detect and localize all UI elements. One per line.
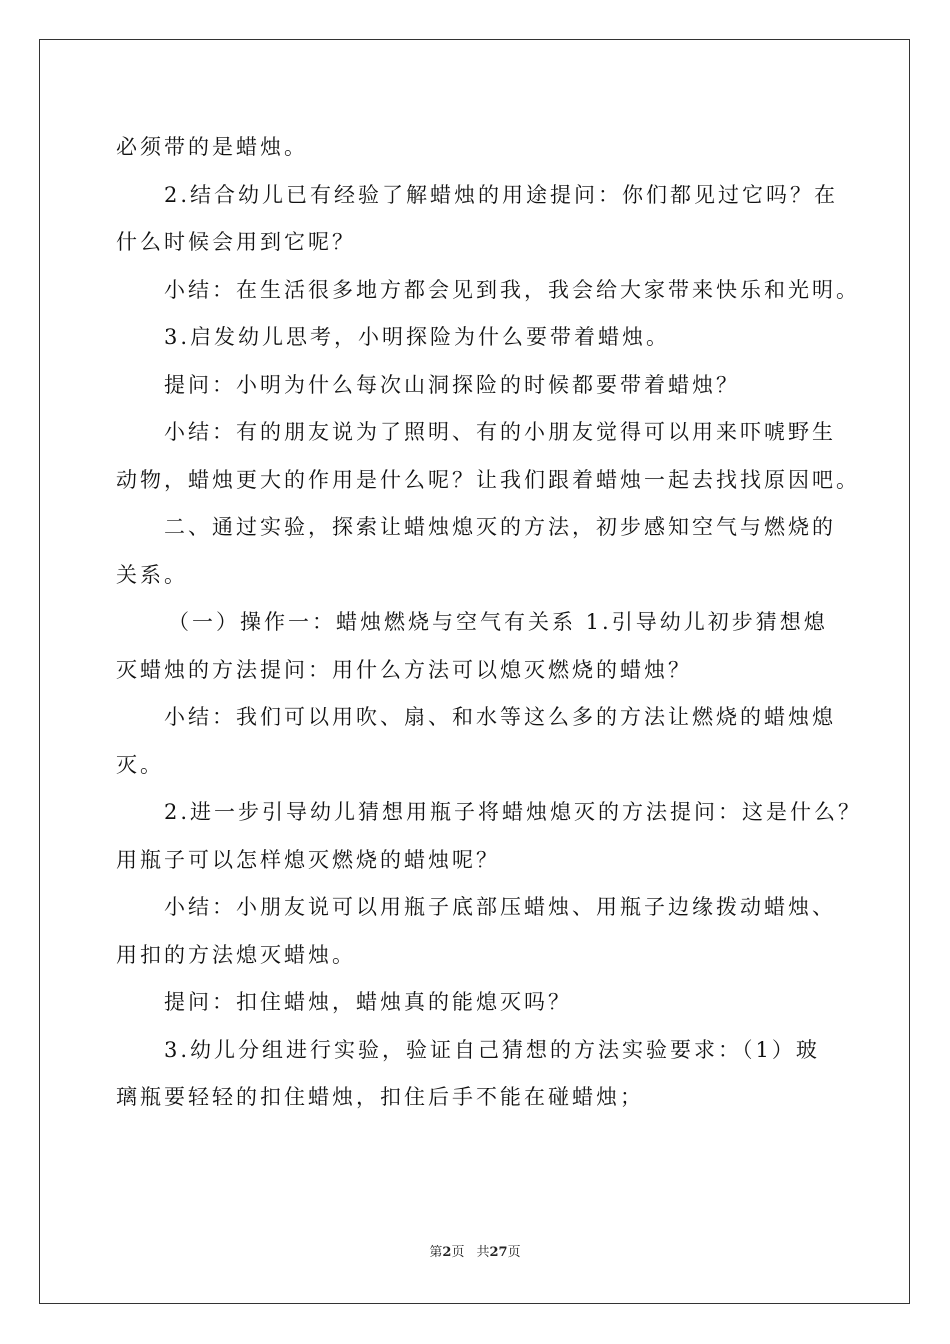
text-line: 小结：有的朋友说为了照明、有的小朋友觉得可以用来吓唬野生: [164, 420, 836, 444]
text-line: 2.进一步引导幼儿猜想用瓶子将蜡烛熄灭的方法提问：这是什么？: [164, 800, 863, 824]
page-footer: [0, 1244, 950, 1262]
text-line: 什么时候会用到它呢？: [116, 230, 356, 254]
text-line: 小结：在生活很多地方都会见到我，我会给大家带来快乐和光明。: [164, 277, 860, 302]
text-line: 动物，蜡烛更大的作用是什么呢？让我们跟着蜡烛一起去找找原因吧。: [116, 467, 860, 492]
text-line: 小结：我们可以用吹、扇、和水等这么多的方法让燃烧的蜡烛熄: [164, 705, 836, 729]
text-line: 关系。: [116, 562, 188, 587]
total-pages: 27: [489, 1245, 508, 1260]
page-prefix: 第: [429, 1245, 443, 1260]
total-unit: 页: [507, 1245, 521, 1260]
document-body: [116, 124, 863, 1122]
text-line: 提问：小明为什么每次山洞探险的时候都要带着蜡烛？: [164, 372, 740, 397]
text-line: 用扣的方法熄灭蜡烛。: [116, 942, 356, 967]
text-line: 二、通过实验，探索让蜡烛熄灭的方法，初步感知空气与燃烧的: [164, 515, 836, 539]
total-prefix: 共: [476, 1245, 490, 1260]
text-line: 用瓶子可以怎样熄灭燃烧的蜡烛呢？: [116, 847, 500, 872]
text-line: 必须带的是蜡烛。: [116, 135, 308, 159]
page-number: 2: [442, 1245, 452, 1260]
text-line: 2.结合幼儿已有经验了解蜡烛的用途提问：你们都见过它吗？在: [164, 182, 839, 207]
text-line: 3.幼儿分组进行实验，验证自己猜想的方法实验要求：（1）玻: [164, 1037, 820, 1062]
text-line: （一）操作一：蜡烛燃烧与空气有关系 1.引导幼儿初步猜想熄: [168, 610, 828, 634]
text-line: 3.启发幼儿思考，小明探险为什么要带着蜡烛。: [164, 325, 671, 349]
text-line: 璃瓶要轻轻的扣住蜡烛，扣住后手不能在碰蜡烛；: [116, 1085, 644, 1109]
text-line: 灭。: [116, 752, 164, 777]
page-unit: 页: [451, 1245, 465, 1260]
text-line: 提问：扣住蜡烛，蜡烛真的能熄灭吗？: [164, 990, 572, 1014]
text-line: 小结：小朋友说可以用瓶子底部压蜡烛、用瓶子边缘拨动蜡烛、: [164, 895, 836, 919]
text-line: 灭蜡烛的方法提问：用什么方法可以熄灭燃烧的蜡烛？: [116, 657, 692, 682]
